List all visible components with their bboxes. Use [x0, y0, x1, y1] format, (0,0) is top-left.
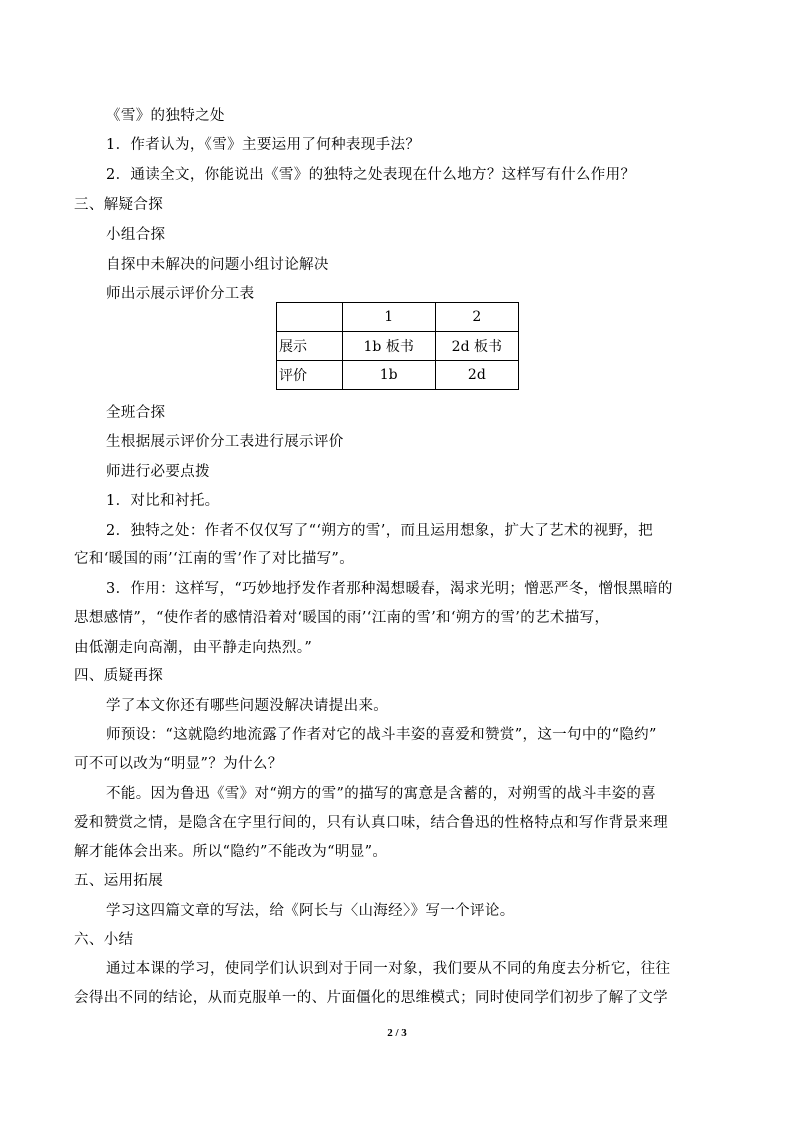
text-line: 爱和赞赏之情，是隐含在字里行间的，只有认真口味，结合鲁迅的性格特点和写作背景来理	[74, 815, 668, 831]
text-line: 1．对比和衬托。	[106, 493, 220, 509]
text-line: 它和‘暖国的雨’‘江南的雪’作了对比描写”。	[74, 551, 355, 567]
text-line: 小组合探	[106, 227, 166, 243]
text-line: 不能。因为鲁迅《雪》对“朔方的雪”的描写的寓意是含蓄的，对朔雪的战斗丰姿的喜	[106, 786, 657, 802]
text-line: 可不可以改为“明显”？为什么？	[74, 756, 283, 772]
table-cell: 2	[435, 303, 518, 332]
text-line: 师出示展示评价分工表	[106, 286, 255, 302]
text-line: 1．作者认为，《雪》主要运用了何种表现手法？	[106, 137, 421, 153]
text-line: 生根据展示评价分工表进行展示评价	[106, 434, 344, 450]
text-line: 2．通读全文，你能说出《雪》的独特之处表现在什么地方？这样写有什么作用？	[106, 167, 636, 183]
text-line: 全班合探	[106, 405, 166, 421]
table-cell: 1b 板书	[342, 332, 435, 361]
table-row	[277, 303, 519, 332]
text-line: 思想感情”，“使作者的感情沿着对‘暖国的雨’‘江南的雪’和‘朔方的雪’的艺术描写，	[74, 610, 610, 626]
text-line: 通过本课的学习，使同学们认识到对于同一对象，我们要从不同的角度去分析它，往往	[106, 961, 671, 977]
table-cell: 评价	[277, 361, 343, 390]
text-line: 会得出不同的结论，从而克服单一的、片面僵化的思维模式；同时使同学们初步了解了文学	[74, 990, 668, 1006]
section-heading: 三、解疑合探	[74, 197, 164, 213]
section-heading: 六、小结	[74, 932, 134, 948]
table-cell: 展示	[277, 332, 343, 361]
section-heading: 五、运用拓展	[74, 873, 164, 889]
text-line: 解才能体会出来。所以“隐约”不能改为“明显”。	[74, 844, 388, 860]
text-line: 师预设：“这就隐约地流露了作者对它的战斗丰姿的喜爱和赞赏”，这一句中的“隐约”	[106, 727, 657, 743]
text-line: 《雪》的独特之处	[106, 108, 225, 124]
table-row	[277, 332, 519, 361]
table-cell: 2d	[435, 361, 518, 390]
text-line: 学习这四篇文章的写法，给《阿长与〈山海经〉》写一个评论。	[106, 903, 515, 919]
table-cell: 1	[342, 303, 435, 332]
table-cell: 1b	[342, 361, 435, 390]
section-heading: 四、质疑再探	[74, 668, 164, 684]
table-cell: 2d 板书	[435, 332, 518, 361]
text-line: 由低潮走向高潮，由平静走向热烈。”	[74, 640, 313, 656]
evaluation-table	[276, 302, 519, 390]
text-line: 学了本文你还有哪些问题没解决请提出来。	[106, 698, 389, 714]
page-number: 2 / 3	[387, 1027, 407, 1039]
text-line: 自探中未解决的问题小组讨论解决	[106, 257, 329, 273]
text-line: 师进行必要点拨	[106, 464, 210, 480]
text-line: 3．作用：这样写，“巧妙地抒发作者那种渴想暖春，渴求光明；憎恶严冬，憎恨黑暗的	[106, 581, 673, 597]
table-row	[277, 361, 519, 390]
table-cell	[277, 303, 343, 332]
text-line: 2．独特之处：作者不仅仅写了“‘朔方的雪’，而且运用想象，扩大了艺术的视野，把	[106, 523, 654, 539]
